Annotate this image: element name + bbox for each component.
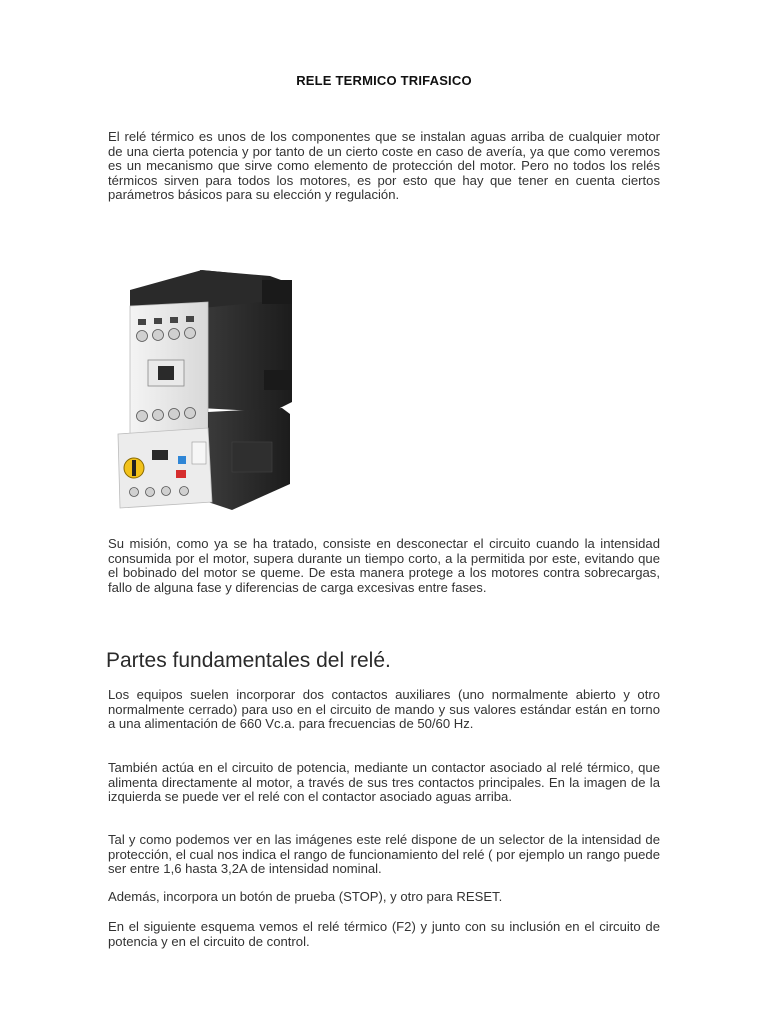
mission-paragraph: Su misión, como ya se ha tratado, consiste en desconectar el circuito cuando la intensidad consumida por el motor, supera durante un tiempo corto, a la permitida por este, evitando que el bobinado del motor se queme. De esta manera protege a los motores contra sobrecargas, fallo de alguna fase y diferencias de carga excesivas entre fases. (108, 536, 660, 595)
intro-paragraph: El relé térmico es unos de los componentes que se instalan aguas arriba de cualquier motor de una cierta potencia y por tanto de un cierto coste en caso de avería, ya que como veremos es un mecanismo que sirve como elemento de protección del motor. Pero no todos los relés térmicos sirven para todos los motores, es por esto que hay que tener en cuenta ciertos parámetros básicos para su elección y regulación. (108, 129, 660, 203)
section-paragraph: Además, incorpora un botón de prueba (STOP), y otro para RESET. (108, 889, 503, 904)
section-paragraph: En el siguiente esquema vemos el relé térmico (F2) y junto con su inclusión en el circuito de potencia y en el circuito de control. (108, 919, 660, 949)
thermal-relay-contactor-image (112, 262, 294, 518)
section-paragraph: Tal y como podemos ver en las imágenes este relé dispone de un selector de la intensidad de protección, el cual nos indica el rango de funcionamiento del relé ( por ejemplo un rango puede ser entre 1,6 hasta 3,2A de intensidad nominal. (108, 832, 660, 877)
section-heading: Partes fundamentales del relé. (106, 649, 391, 672)
section-paragraph: Los equipos suelen incorporar dos contactos auxiliares (uno normalmente abierto y otro normalmente cerrado) para uso en el circuito de mando y sus valores estándar están en torno a una alimentación de 660 Vc.a. para frecuencias de 50/60 Hz. (108, 687, 660, 732)
document-title: RELE TERMICO TRIFASICO (296, 73, 472, 88)
section-paragraph: También actúa en el circuito de potencia, mediante un contactor asociado al relé térmico, que alimenta directamente al motor, a través de sus tres contactos principales. En la imagen de la izquierda se puede ver el relé con el contactor asociado aguas arriba. (108, 760, 660, 805)
